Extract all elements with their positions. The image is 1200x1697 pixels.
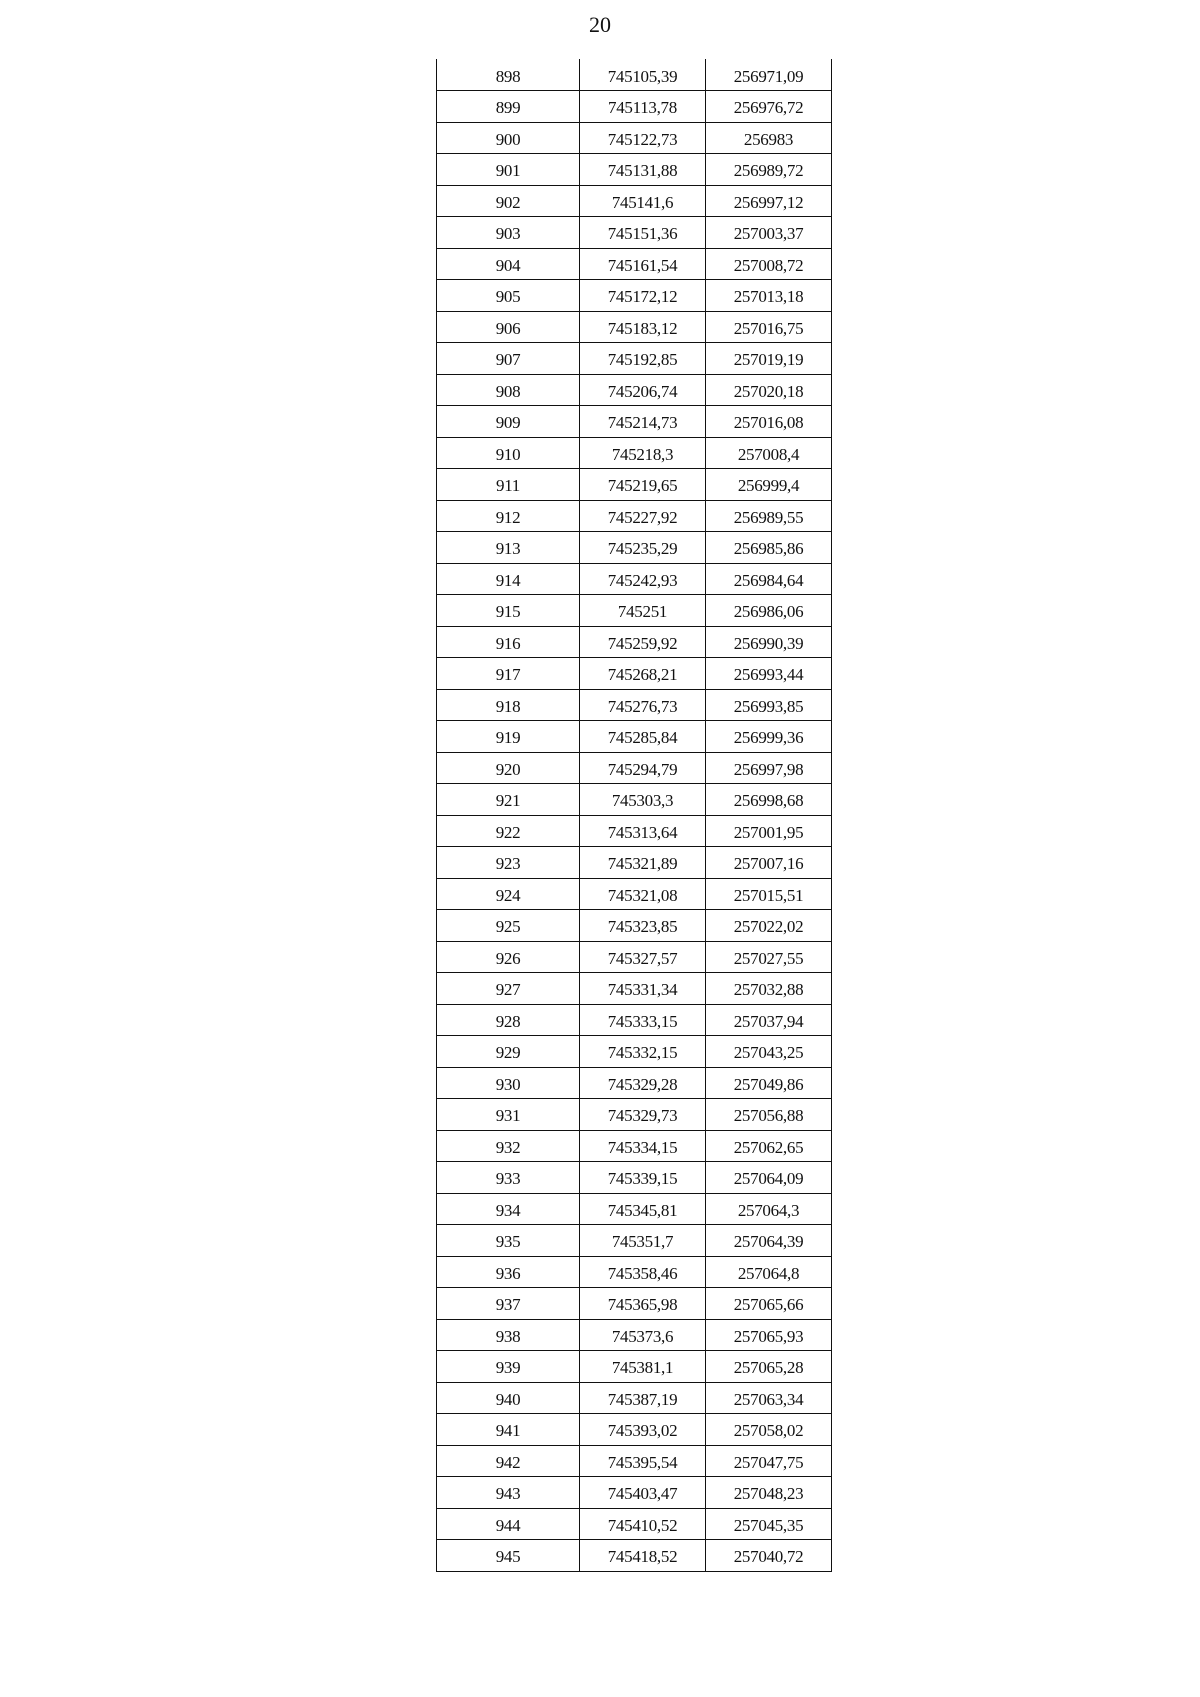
point-number-cell: 940 [437, 1382, 580, 1414]
table-row [437, 1288, 832, 1320]
y-coordinate-cell: 257040,72 [706, 1540, 832, 1572]
y-coordinate-cell: 256976,72 [706, 91, 832, 123]
x-coordinate-cell: 745131,88 [580, 154, 706, 186]
point-number-cell: 901 [437, 154, 580, 186]
x-coordinate-cell: 745327,57 [580, 941, 706, 973]
table-row [437, 437, 832, 469]
table-row [437, 122, 832, 154]
y-coordinate-cell: 256985,86 [706, 532, 832, 564]
table-row [437, 185, 832, 217]
point-number-cell: 911 [437, 469, 580, 501]
point-number-cell: 926 [437, 941, 580, 973]
x-coordinate-cell: 745373,6 [580, 1319, 706, 1351]
x-coordinate-cell: 745365,98 [580, 1288, 706, 1320]
point-number-cell: 905 [437, 280, 580, 312]
y-coordinate-cell: 256993,44 [706, 658, 832, 690]
table-row [437, 1162, 832, 1194]
x-coordinate-cell: 745351,7 [580, 1225, 706, 1257]
y-coordinate-cell: 257001,95 [706, 815, 832, 847]
x-coordinate-cell: 745206,74 [580, 374, 706, 406]
table-row [437, 1099, 832, 1131]
y-coordinate-cell: 256993,85 [706, 689, 832, 721]
point-number-cell: 942 [437, 1445, 580, 1477]
point-number-cell: 902 [437, 185, 580, 217]
table-row [437, 689, 832, 721]
point-number-cell: 939 [437, 1351, 580, 1383]
x-coordinate-cell: 745172,12 [580, 280, 706, 312]
x-coordinate-cell: 745329,28 [580, 1067, 706, 1099]
point-number-cell: 915 [437, 595, 580, 627]
y-coordinate-cell: 257015,51 [706, 878, 832, 910]
x-coordinate-cell: 745358,46 [580, 1256, 706, 1288]
x-coordinate-cell: 745345,81 [580, 1193, 706, 1225]
x-coordinate-cell: 745333,15 [580, 1004, 706, 1036]
point-number-cell: 930 [437, 1067, 580, 1099]
point-number-cell: 924 [437, 878, 580, 910]
table-row [437, 532, 832, 564]
y-coordinate-cell: 257065,93 [706, 1319, 832, 1351]
x-coordinate-cell: 745323,85 [580, 910, 706, 942]
coordinates-table [436, 59, 832, 1572]
y-coordinate-cell: 257003,37 [706, 217, 832, 249]
y-coordinate-cell: 257058,02 [706, 1414, 832, 1446]
table-row [437, 343, 832, 375]
point-number-cell: 933 [437, 1162, 580, 1194]
x-coordinate-cell: 745141,6 [580, 185, 706, 217]
point-number-cell: 922 [437, 815, 580, 847]
x-coordinate-cell: 745113,78 [580, 91, 706, 123]
y-coordinate-cell: 256986,06 [706, 595, 832, 627]
table-row [437, 721, 832, 753]
table-row [437, 626, 832, 658]
x-coordinate-cell: 745227,92 [580, 500, 706, 532]
table-row [437, 1130, 832, 1162]
x-coordinate-cell: 745339,15 [580, 1162, 706, 1194]
table-row [437, 1382, 832, 1414]
y-coordinate-cell: 257065,66 [706, 1288, 832, 1320]
x-coordinate-cell: 745276,73 [580, 689, 706, 721]
y-coordinate-cell: 257008,4 [706, 437, 832, 469]
x-coordinate-cell: 745183,12 [580, 311, 706, 343]
point-number-cell: 935 [437, 1225, 580, 1257]
x-coordinate-cell: 745214,73 [580, 406, 706, 438]
x-coordinate-cell: 745161,54 [580, 248, 706, 280]
table-row [437, 500, 832, 532]
point-number-cell: 899 [437, 91, 580, 123]
point-number-cell: 907 [437, 343, 580, 375]
x-coordinate-cell: 745321,08 [580, 878, 706, 910]
table-row [437, 941, 832, 973]
x-coordinate-cell: 745387,19 [580, 1382, 706, 1414]
x-coordinate-cell: 745251 [580, 595, 706, 627]
point-number-cell: 918 [437, 689, 580, 721]
y-coordinate-cell: 257056,88 [706, 1099, 832, 1131]
table-row [437, 1351, 832, 1383]
y-coordinate-cell: 256998,68 [706, 784, 832, 816]
point-number-cell: 910 [437, 437, 580, 469]
table-row [437, 563, 832, 595]
point-number-cell: 900 [437, 122, 580, 154]
table-row [437, 1477, 832, 1509]
y-coordinate-cell: 256983 [706, 122, 832, 154]
x-coordinate-cell: 745329,73 [580, 1099, 706, 1131]
y-coordinate-cell: 257065,28 [706, 1351, 832, 1383]
y-coordinate-cell: 257013,18 [706, 280, 832, 312]
table-row [437, 1067, 832, 1099]
table-row [437, 973, 832, 1005]
table-row [437, 1256, 832, 1288]
point-number-cell: 916 [437, 626, 580, 658]
y-coordinate-cell: 257007,16 [706, 847, 832, 879]
x-coordinate-cell: 745105,39 [580, 59, 706, 91]
coordinates-table-body [437, 59, 832, 1571]
x-coordinate-cell: 745403,47 [580, 1477, 706, 1509]
point-number-cell: 898 [437, 59, 580, 91]
x-coordinate-cell: 745381,1 [580, 1351, 706, 1383]
table-row [437, 784, 832, 816]
point-number-cell: 906 [437, 311, 580, 343]
x-coordinate-cell: 745122,73 [580, 122, 706, 154]
y-coordinate-cell: 257045,35 [706, 1508, 832, 1540]
x-coordinate-cell: 745395,54 [580, 1445, 706, 1477]
point-number-cell: 919 [437, 721, 580, 753]
point-number-cell: 921 [437, 784, 580, 816]
point-number-cell: 943 [437, 1477, 580, 1509]
table-row [437, 1193, 832, 1225]
x-coordinate-cell: 745151,36 [580, 217, 706, 249]
point-number-cell: 903 [437, 217, 580, 249]
x-coordinate-cell: 745294,79 [580, 752, 706, 784]
table-row [437, 91, 832, 123]
point-number-cell: 912 [437, 500, 580, 532]
point-number-cell: 923 [437, 847, 580, 879]
y-coordinate-cell: 256989,72 [706, 154, 832, 186]
y-coordinate-cell: 257049,86 [706, 1067, 832, 1099]
y-coordinate-cell: 257008,72 [706, 248, 832, 280]
x-coordinate-cell: 745242,93 [580, 563, 706, 595]
table-row [437, 1004, 832, 1036]
y-coordinate-cell: 257064,3 [706, 1193, 832, 1225]
table-row [437, 1036, 832, 1068]
table-row [437, 1445, 832, 1477]
point-number-cell: 931 [437, 1099, 580, 1131]
table-row [437, 878, 832, 910]
point-number-cell: 913 [437, 532, 580, 564]
page-number: 20 [589, 12, 611, 37]
point-number-cell: 920 [437, 752, 580, 784]
point-number-cell: 938 [437, 1319, 580, 1351]
table-row [437, 910, 832, 942]
x-coordinate-cell: 745192,85 [580, 343, 706, 375]
point-number-cell: 908 [437, 374, 580, 406]
table-row [437, 311, 832, 343]
point-number-cell: 927 [437, 973, 580, 1005]
point-number-cell: 945 [437, 1540, 580, 1572]
x-coordinate-cell: 745285,84 [580, 721, 706, 753]
x-coordinate-cell: 745259,92 [580, 626, 706, 658]
y-coordinate-cell: 256990,39 [706, 626, 832, 658]
x-coordinate-cell: 745303,3 [580, 784, 706, 816]
point-number-cell: 917 [437, 658, 580, 690]
y-coordinate-cell: 256999,4 [706, 469, 832, 501]
y-coordinate-cell: 257043,25 [706, 1036, 832, 1068]
point-number-cell: 925 [437, 910, 580, 942]
table-row [437, 658, 832, 690]
y-coordinate-cell: 257027,55 [706, 941, 832, 973]
x-coordinate-cell: 745332,15 [580, 1036, 706, 1068]
table-row [437, 374, 832, 406]
table-row [437, 217, 832, 249]
x-coordinate-cell: 745393,02 [580, 1414, 706, 1446]
point-number-cell: 937 [437, 1288, 580, 1320]
y-coordinate-cell: 257020,18 [706, 374, 832, 406]
y-coordinate-cell: 257064,8 [706, 1256, 832, 1288]
x-coordinate-cell: 745313,64 [580, 815, 706, 847]
point-number-cell: 936 [437, 1256, 580, 1288]
table-row [437, 1540, 832, 1572]
y-coordinate-cell: 257062,65 [706, 1130, 832, 1162]
point-number-cell: 932 [437, 1130, 580, 1162]
y-coordinate-cell: 257047,75 [706, 1445, 832, 1477]
x-coordinate-cell: 745334,15 [580, 1130, 706, 1162]
table-row [437, 280, 832, 312]
y-coordinate-cell: 256989,55 [706, 500, 832, 532]
table-row [437, 815, 832, 847]
y-coordinate-cell: 257019,19 [706, 343, 832, 375]
y-coordinate-cell: 257016,75 [706, 311, 832, 343]
x-coordinate-cell: 745219,65 [580, 469, 706, 501]
point-number-cell: 909 [437, 406, 580, 438]
table-row [437, 1508, 832, 1540]
y-coordinate-cell: 256971,09 [706, 59, 832, 91]
table-row [437, 154, 832, 186]
y-coordinate-cell: 257064,39 [706, 1225, 832, 1257]
y-coordinate-cell: 257016,08 [706, 406, 832, 438]
point-number-cell: 934 [437, 1193, 580, 1225]
y-coordinate-cell: 256997,12 [706, 185, 832, 217]
point-number-cell: 928 [437, 1004, 580, 1036]
x-coordinate-cell: 745321,89 [580, 847, 706, 879]
x-coordinate-cell: 745235,29 [580, 532, 706, 564]
table-row [437, 59, 832, 91]
table-row [437, 1414, 832, 1446]
table-row [437, 406, 832, 438]
point-number-cell: 914 [437, 563, 580, 595]
x-coordinate-cell: 745268,21 [580, 658, 706, 690]
point-number-cell: 941 [437, 1414, 580, 1446]
x-coordinate-cell: 745418,52 [580, 1540, 706, 1572]
table-row [437, 469, 832, 501]
table-row [437, 1225, 832, 1257]
y-coordinate-cell: 256984,64 [706, 563, 832, 595]
table-row [437, 752, 832, 784]
table-row [437, 595, 832, 627]
y-coordinate-cell: 257063,34 [706, 1382, 832, 1414]
y-coordinate-cell: 257032,88 [706, 973, 832, 1005]
y-coordinate-cell: 257048,23 [706, 1477, 832, 1509]
y-coordinate-cell: 256997,98 [706, 752, 832, 784]
x-coordinate-cell: 745410,52 [580, 1508, 706, 1540]
point-number-cell: 904 [437, 248, 580, 280]
point-number-cell: 944 [437, 1508, 580, 1540]
x-coordinate-cell: 745331,34 [580, 973, 706, 1005]
point-number-cell: 929 [437, 1036, 580, 1068]
y-coordinate-cell: 256999,36 [706, 721, 832, 753]
y-coordinate-cell: 257064,09 [706, 1162, 832, 1194]
table-row [437, 847, 832, 879]
x-coordinate-cell: 745218,3 [580, 437, 706, 469]
y-coordinate-cell: 257037,94 [706, 1004, 832, 1036]
table-row [437, 1319, 832, 1351]
y-coordinate-cell: 257022,02 [706, 910, 832, 942]
table-row [437, 248, 832, 280]
